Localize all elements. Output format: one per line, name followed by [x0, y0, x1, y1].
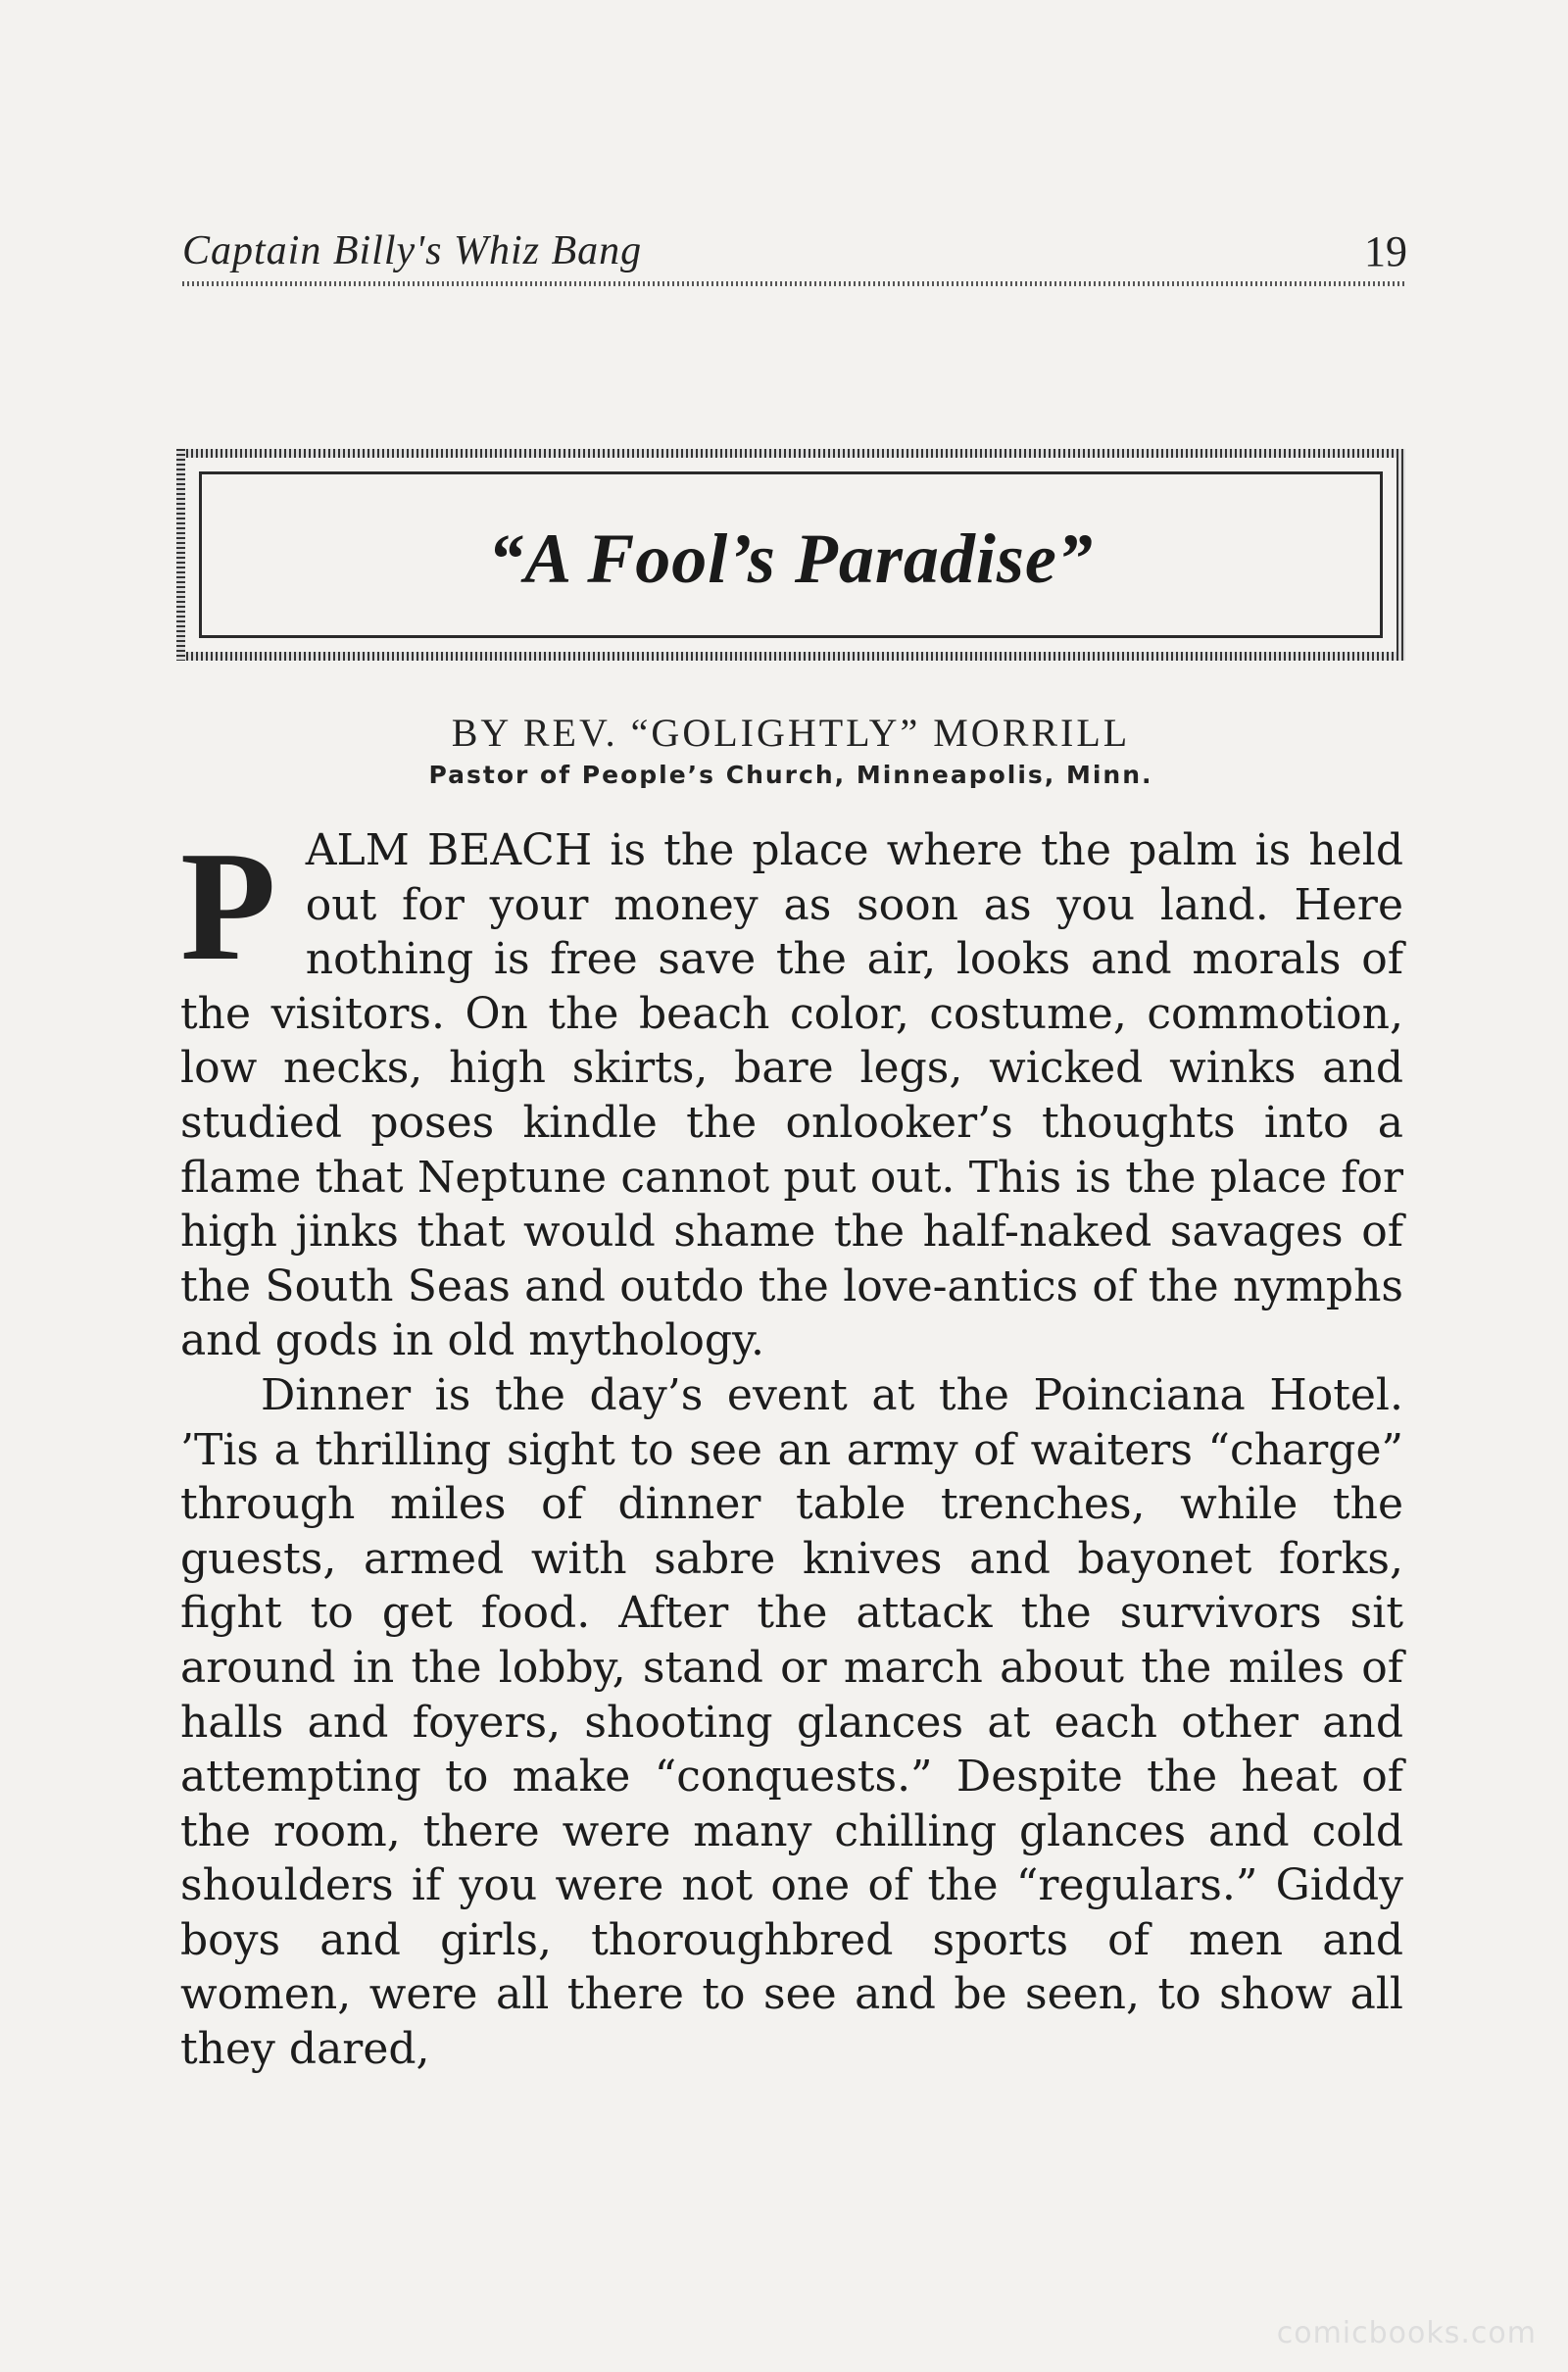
- paragraph: Dinner is the day’s event at the Poinciana Hotel. ’Tis a thrilling sight to see an army of waiters “charge” through miles of dinner table trenches, while the guests, armed with sabre knives and bayonet forks, fight to get food. After the attack the survivors sit around in the lobby, stand or march about the miles of halls and foyers, shooting glances at each other and attempting to make “conquests.” Despite the heat of the room, there were many chilling glances and cold shoulders if you were not one of the “regulars.” Giddy boys and girls, thoroughbred sports of men and women, were all there to see and be seen, to show all they dared,: [180, 1369, 1403, 2075]
- title-frame: [176, 449, 1405, 661]
- drop-cap: P: [180, 818, 276, 993]
- article-body: [180, 818, 1403, 2077]
- page-number: 19: [1364, 227, 1407, 275]
- article-title: “A Fool’s Paradise”: [488, 519, 1094, 598]
- byline: BY REV. “GOLIGHTLY” MORRILL: [451, 711, 1131, 755]
- author-affiliation: Pastor of People’s Church, Minneapolis, Minn.: [428, 761, 1153, 789]
- publication-title: Captain Billy's Whiz Bang: [182, 228, 643, 273]
- header-rule: [182, 281, 1407, 286]
- paragraph-text: ALM BEACH is the place where the palm is held out for your money as soon as you land. Here nothing is free save the air, looks and morals of the visitors. On the beach color, costume, commotion, low necks, high skirts, bare legs, wicked winks and studied poses kindle the onlooker’s thoughts into a flame that Neptune cannot put out. This is the place for high jinks that would shame the half-naked savages of the South Seas and outdo the love-antics of the nymphs and gods in old mythology.: [180, 825, 1403, 1366]
- paragraph: [180, 818, 1403, 1368]
- watermark: comicbooks.com: [1276, 2316, 1537, 2350]
- running-header: [182, 227, 1407, 286]
